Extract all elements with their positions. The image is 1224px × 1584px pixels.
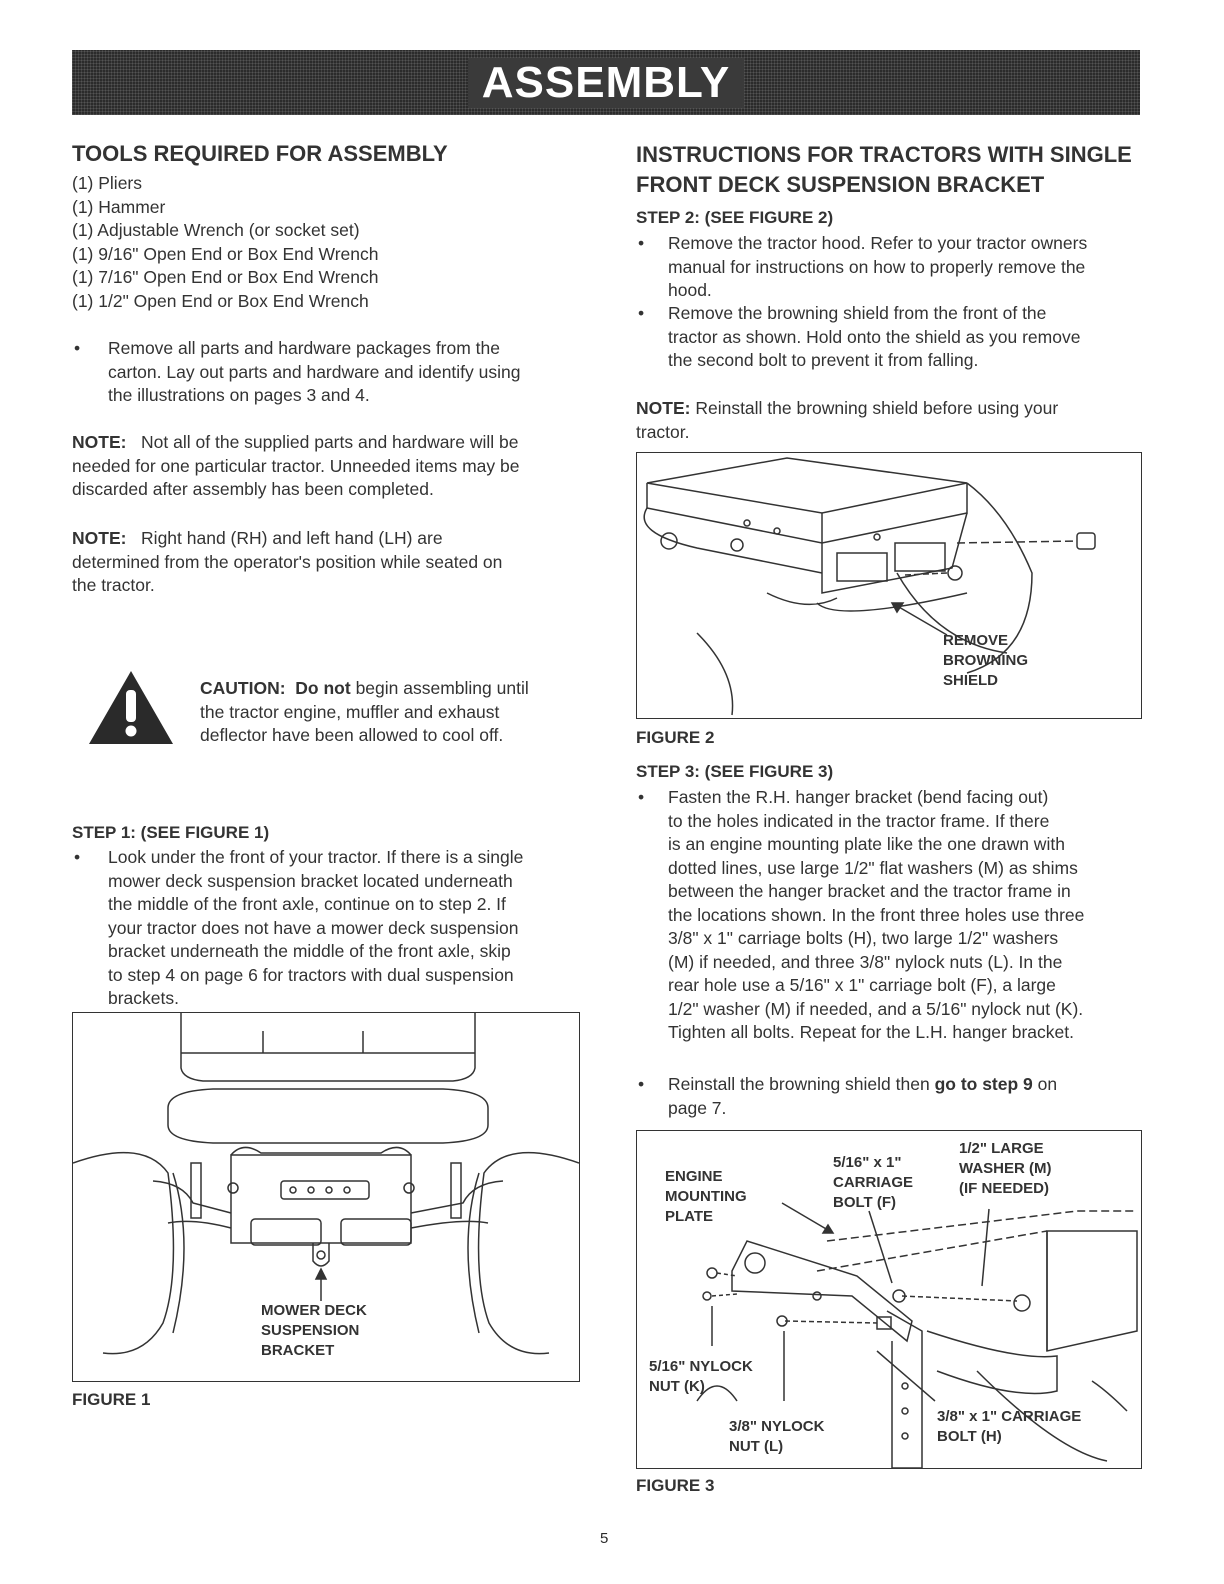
text-line: rear hole use a 5/16" x 1" carriage bolt (F), a large — [668, 975, 1056, 995]
text-line: the middle of the front axle, continue on to step 2. If — [108, 894, 506, 914]
text-line: tractor. — [636, 421, 690, 442]
step3-bullet-1 — [636, 786, 1146, 1045]
bullet-dot: • — [638, 303, 645, 323]
callout-line: BROWNING — [943, 652, 1028, 669]
warning-triangle-icon — [86, 668, 176, 748]
text-line: 3/8" x 1" carriage bolts (H), two large 1/2" washers — [668, 928, 1059, 948]
callout-line: MOUNTING — [665, 1188, 747, 1205]
step3-heading: STEP 3: (SEE FIGURE 3) — [636, 762, 834, 781]
section-banner — [72, 50, 1140, 115]
text-line: Look under the front of your tractor. If there is a single — [108, 847, 524, 867]
tool-item: (1) 7/16" Open End or Box End Wrench — [72, 267, 379, 287]
callout-line: BOLT (H) — [937, 1428, 1002, 1445]
bullet-dot: • — [638, 1074, 645, 1094]
text-line: the second bolt to prevent it from falling. — [668, 350, 979, 370]
callout-line: (IF NEEDED) — [959, 1180, 1049, 1197]
banner-title: ASSEMBLY — [468, 58, 744, 108]
callout-carriage-bolt-f — [833, 1153, 913, 1213]
bullet-dot: • — [638, 787, 645, 807]
heading-line: FRONT DECK SUSPENSION BRACKET — [636, 172, 1045, 197]
text-line: dotted lines, use large 1/2" flat washers (M) as shims — [668, 857, 1078, 878]
tool-item: (1) 1/2" Open End or Box End Wrench — [72, 290, 369, 311]
text-line: Remove all parts and hardware packages from the — [108, 338, 501, 358]
figure-1-label: FIGURE 1 — [72, 1390, 151, 1409]
callout-line: 3/8" x 1" CARRIAGE — [937, 1408, 1082, 1425]
bullet-dot: • — [74, 338, 81, 358]
text-line: is an engine mounting plate like the one drawn with — [668, 834, 1065, 854]
text-line: Not all of the supplied parts and hardware will be — [141, 432, 519, 452]
callout-line: WASHER (M) — [959, 1160, 1052, 1177]
callout-nylock-nut-k — [649, 1357, 753, 1397]
step2-heading: STEP 2: (SEE FIGURE 2) — [636, 208, 834, 227]
text-line: Remove the tractor hood. Refer to your tractor owners — [668, 233, 1088, 253]
step1-heading: STEP 1: (SEE FIGURE 1) — [72, 823, 270, 842]
callout-line: 5/16" NYLOCK — [649, 1358, 753, 1375]
caution-message — [200, 677, 590, 748]
text-line: your tractor does not have a mower deck suspension — [108, 917, 519, 938]
text-line: carton. Lay out parts and hardware and identify using — [108, 361, 521, 382]
text-line: the tractor engine, muffler and exhaust — [200, 701, 500, 722]
callout-line: 3/8" NYLOCK — [729, 1418, 825, 1435]
figure-3-label: FIGURE 3 — [636, 1476, 715, 1495]
callout-line: 5/16" x 1" — [833, 1154, 902, 1171]
note-label: NOTE: — [72, 528, 127, 548]
text-line: begin assembling until — [355, 678, 529, 698]
text-span: on — [1037, 1074, 1058, 1094]
callout-line: BRACKET — [261, 1342, 335, 1359]
note-reinstall-shield — [636, 397, 1146, 444]
callout-line: MOWER DECK — [261, 1302, 367, 1319]
text-line: determined from the operator's position while seated on — [72, 551, 503, 572]
figure-2-label: FIGURE 2 — [636, 728, 715, 747]
bullet-dot: • — [74, 847, 81, 867]
text-line: page 7. — [668, 1097, 727, 1118]
text-line: tractor as shown. Hold onto the shield as you remove — [668, 326, 1081, 347]
bullet-dot: • — [638, 233, 645, 253]
unpack-bullet — [72, 337, 592, 408]
tool-item: (1) Pliers — [72, 173, 143, 193]
text-line: Reinstall the browning shield before using your — [695, 398, 1059, 418]
callout-line: PLATE — [665, 1208, 714, 1225]
text-line: Fasten the R.H. hanger bracket (bend facing out) — [668, 787, 1049, 807]
text-line: brackets. — [108, 988, 179, 1008]
text-line: to the holes indicated in the tractor frame. If there — [668, 810, 1050, 831]
callout-nylock-nut-l — [729, 1417, 824, 1457]
note-label: NOTE: — [72, 432, 127, 452]
callout-washer-m — [959, 1139, 1052, 1199]
text-line: deflector have been allowed to cool off. — [200, 725, 504, 745]
callout-line: REMOVE — [943, 632, 1009, 649]
tool-item: (1) 9/16" Open End or Box End Wrench — [72, 243, 379, 264]
figure-3-illustration — [636, 1130, 1142, 1469]
callout-carriage-bolt-h — [937, 1407, 1081, 1447]
text-line: Remove the browning shield from the front of the — [668, 303, 1047, 323]
right-heading — [636, 140, 1146, 200]
step1-bullet — [72, 846, 592, 1011]
text-line: mower deck suspension bracket located underneath — [108, 870, 513, 891]
text-line: the illustrations on pages 3 and 4. — [108, 385, 370, 405]
note-label: NOTE: — [636, 398, 691, 418]
callout-line: BOLT (F) — [833, 1194, 897, 1211]
note-unneeded-parts — [72, 431, 592, 502]
caution-label: CAUTION: — [200, 678, 286, 698]
text-span: Reinstall the browning shield then — [668, 1074, 930, 1094]
tools-list — [72, 172, 378, 313]
callout-remove-browning-shield — [943, 631, 1028, 691]
text-line: 1/2" washer (M) if needed, and a 5/16" nylock nut (K). — [668, 998, 1084, 1019]
callout-engine-mounting-plate — [665, 1167, 747, 1227]
text-line: needed for one particular tractor. Unneeded items may be — [72, 455, 520, 476]
callout-line: SHIELD — [943, 672, 999, 689]
step2-bullet-2 — [636, 302, 1146, 373]
step3-bullet-2 — [636, 1073, 1146, 1120]
text-line: Tighten all bolts. Repeat for the L.H. hanger bracket. — [668, 1022, 1074, 1042]
callout-mower-deck-bracket — [261, 1301, 367, 1361]
callout-line: ENGINE — [665, 1168, 723, 1185]
text-line: bracket underneath the middle of the front axle, skip — [108, 941, 511, 961]
callout-line: SUSPENSION — [261, 1322, 360, 1339]
figure-2-drawing — [637, 453, 1141, 718]
go-to-step-9: go to step 9 — [934, 1074, 1033, 1094]
tool-item: (1) Adjustable Wrench (or socket set) — [72, 220, 360, 240]
step2-bullet-1 — [636, 232, 1146, 303]
tools-heading: TOOLS REQUIRED FOR ASSEMBLY — [72, 141, 448, 166]
callout-line: 1/2" LARGE — [959, 1140, 1044, 1157]
text-line: manual for instructions on how to properly remove the — [668, 256, 1086, 277]
text-line: the locations shown. In the front three holes use three — [668, 904, 1085, 925]
callout-line: NUT (K) — [649, 1378, 705, 1395]
text-line: between the hanger bracket and the tractor frame in — [668, 881, 1071, 901]
text-line: Right hand (RH) and left hand (LH) are — [141, 528, 443, 548]
figure-2-illustration — [636, 452, 1142, 719]
caution-do-not: Do not — [295, 678, 351, 698]
text-line: discarded after assembly has been completed. — [72, 479, 434, 499]
tool-item: (1) Hammer — [72, 196, 166, 217]
page-number: 5 — [600, 1530, 609, 1547]
figure-1-illustration — [72, 1012, 580, 1382]
heading-line: INSTRUCTIONS FOR TRACTORS WITH SINGLE — [636, 142, 1132, 167]
text-line: the tractor. — [72, 575, 155, 595]
callout-line: NUT (L) — [729, 1438, 784, 1455]
note-rh-lh — [72, 527, 592, 598]
text-line: (M) if needed, and three 3/8" nylock nuts (L). In the — [668, 951, 1063, 972]
text-line: hood. — [668, 280, 712, 300]
callout-line: CARRIAGE — [833, 1174, 914, 1191]
text-line: to step 4 on page 6 for tractors with dual suspension — [108, 964, 514, 985]
